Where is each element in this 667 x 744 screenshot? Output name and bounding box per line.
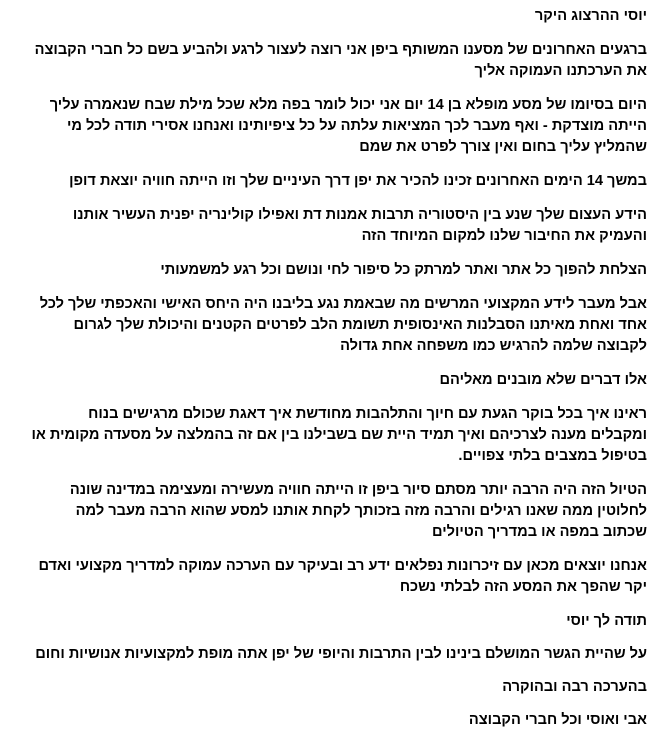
- letter: [30, 6, 647, 744]
- letter-paragraph: ראינו איך בכל בוקר הגעת עם חיוך והתלהבות מחודשת איך דאגת שכולם מרגישים בנוח ומקבלים מענה לצרכיהם ואיך תמיד היית שם בשבילנו בין אם זה בהמלצה על מסעדה מקומית או בטיפול במצבים בלתי צפויים.: [31, 406, 647, 464]
- letter-paragraph: היום בסיומו של מסע מופלא בן 14 יום אני יכול לומר בפה מלא שכל מילת שבח שנאמרה עליך הייתה מוצדקת - ואף מעבר לכך המציאות עלתה על כל ציפיותינו ואנחנו אסירי תודה לכל מי שהמליץ עליך בחום ואין צורך לפרט את שמם: [49, 97, 647, 155]
- letter-paragraph: תודה לך יוסי: [566, 613, 647, 629]
- letter-greeting: יוסי ההרצוג היקר: [534, 8, 647, 24]
- letter-paragraph: במשך 14 הימים האחרונים זכינו להכיר את יפן דרך העיניים שלך וזו הייתה חוויה יוצאת דופן: [69, 173, 647, 189]
- letter-paragraph: הטיול הזה היה הרבה יותר מסתם סיור ביפן זו הייתה חוויה מעשירה ומעצימה במדינה שונה לחלוטין ממה שאנו רגילים והרבה מזה בזכותך לקחת אותנו למסע שהוא הרבה מעבר למה שכתוב במפה או במדריך הטיולים: [69, 482, 647, 540]
- letter-paragraph: אבל מעבר לידע המקצועי המרשים מה שבאמת נגע בליבנו היה היחס האישי והאכפתי שלך לכל אחד ואחת מאיתנו הסבלנות האינסופית תשומת הלב לפרטים הקטנים והיכולת שלך לגרום לקבוצה שלמה להרגיש כמו משפחה אחת גדולה: [39, 296, 647, 354]
- letter-closing: בהערכה רבה ובהוקרה: [502, 679, 647, 695]
- letter-paragraph: אלו דברים שלא מובנים מאליהם: [439, 372, 647, 388]
- letter-paragraph: ברגעים האחרונים של מסענו המשותף ביפן אני רוצה לעצור לרגע ולהביע בשם כל חברי הקבוצה את הערכתנו העמוקה אליך: [34, 42, 647, 79]
- letter-paragraph: אנחנו יוצאים מכאן עם זיכרונות נפלאים ידע רב ובעיקר עם הערכה עמוקה למדריך מקצועי ואדם יקר שהפך את המסע הזה לבלתי נשכח: [38, 558, 647, 595]
- letter-paragraph: על שהיית הגשר המושלם בינינו לבין התרבות והיופי של יפן אתה מופת למקצועיות אנושיות וחום: [35, 646, 647, 662]
- letter-signature: אבי ואוסי וכל חברי הקבוצה: [468, 712, 647, 728]
- letter-paragraph: הידע העצום שלך שנע בין היסטוריה תרבות אמנות דת ואפילו קולינריה יפנית העשיר אותנו והעמיק את החיבור שלנו למקום המיוחד הזה: [72, 207, 647, 244]
- letter-paragraph: הצלחת להפוך כל אתר ואתר למרתק כל סיפור לחי ונושם וכל רגע למשמעותי: [160, 262, 647, 278]
